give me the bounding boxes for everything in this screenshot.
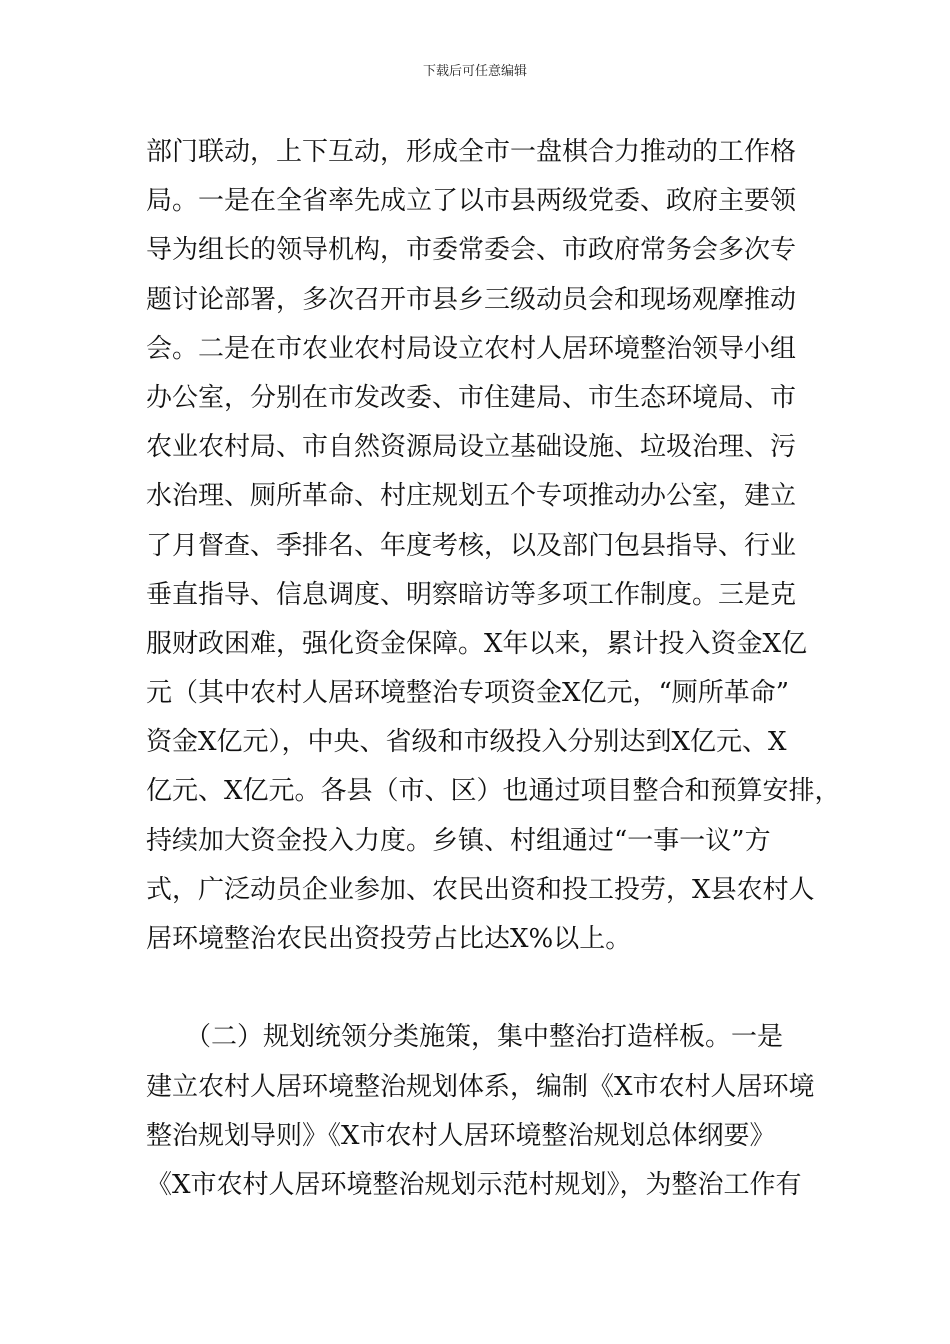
paragraph-2 [146, 1013, 818, 1210]
text-line: （二）规划统领分类施策，集中整治打造样板。一是 [146, 1022, 784, 1053]
text-line: 亿元、X亿元。各县（市、区）也通过项目整合和预算安排， [146, 776, 841, 807]
text-line: 会。二是在市农业农村局设立农村人居环境整治领导小组 [146, 333, 797, 364]
text-line: 资金X亿元），中央、省级和市级投入分别达到X亿元、X [146, 727, 787, 758]
text-line: 题讨论部署，多次召开市县乡三级动员会和现场观摩推动 [146, 284, 797, 315]
paragraph-1 [146, 128, 841, 964]
page-header: 下载后可任意编辑 [422, 64, 527, 79]
text-line: 办公室，分别在市发改委、市住建局、市生态环境局、市 [146, 382, 797, 413]
text-line: 式，广泛动员企业参加、农民出资和投工投劳，X县农村人 [146, 874, 815, 905]
text-line: 服财政困难，强化资金保障。X年以来，累计投入资金X亿 [146, 628, 808, 659]
text-line: 建立农村人居环境整治规划体系，编制《X市农村人居环境 [146, 1071, 815, 1102]
paragraph-gap [146, 964, 818, 1013]
text-line: 水治理、厕所革命、村庄规划五个专项推动办公室，建立 [146, 481, 797, 512]
text-line: 持续加大资金投入力度。乡镇、村组通过“一事一议”方 [146, 825, 771, 856]
text-line: 整治规划导则》《X市农村人居环境整治规划总体纲要》 [146, 1120, 776, 1151]
document-body [146, 128, 841, 1210]
text-line: 垂直指导、信息调度、明察暗访等多项工作制度。三是克 [146, 579, 797, 610]
text-line: 居环境整治农民出资投劳占比达X%以上。 [146, 924, 632, 954]
text-line: 农业农村局、市自然资源局设立基础设施、垃圾治理、污 [146, 432, 797, 463]
text-line: 《X市农村人居环境整治规划示范村规划》，为整治工作有 [146, 1169, 802, 1200]
text-line: 了月督查、季排名、年度考核，以及部门包县指导、行业 [146, 530, 797, 561]
text-line: 部门联动，上下互动，形成全市一盘棋合力推动的工作格 [146, 137, 797, 167]
text-line: 导为组长的领导机构，市委常委会、市政府常务会多次专 [146, 235, 797, 266]
text-line: 元（其中农村人居环境整治专项资金X亿元，“厕所革命” [146, 678, 790, 709]
text-line: 局。一是在全省率先成立了以市县两级党委、政府主要领 [146, 186, 797, 217]
